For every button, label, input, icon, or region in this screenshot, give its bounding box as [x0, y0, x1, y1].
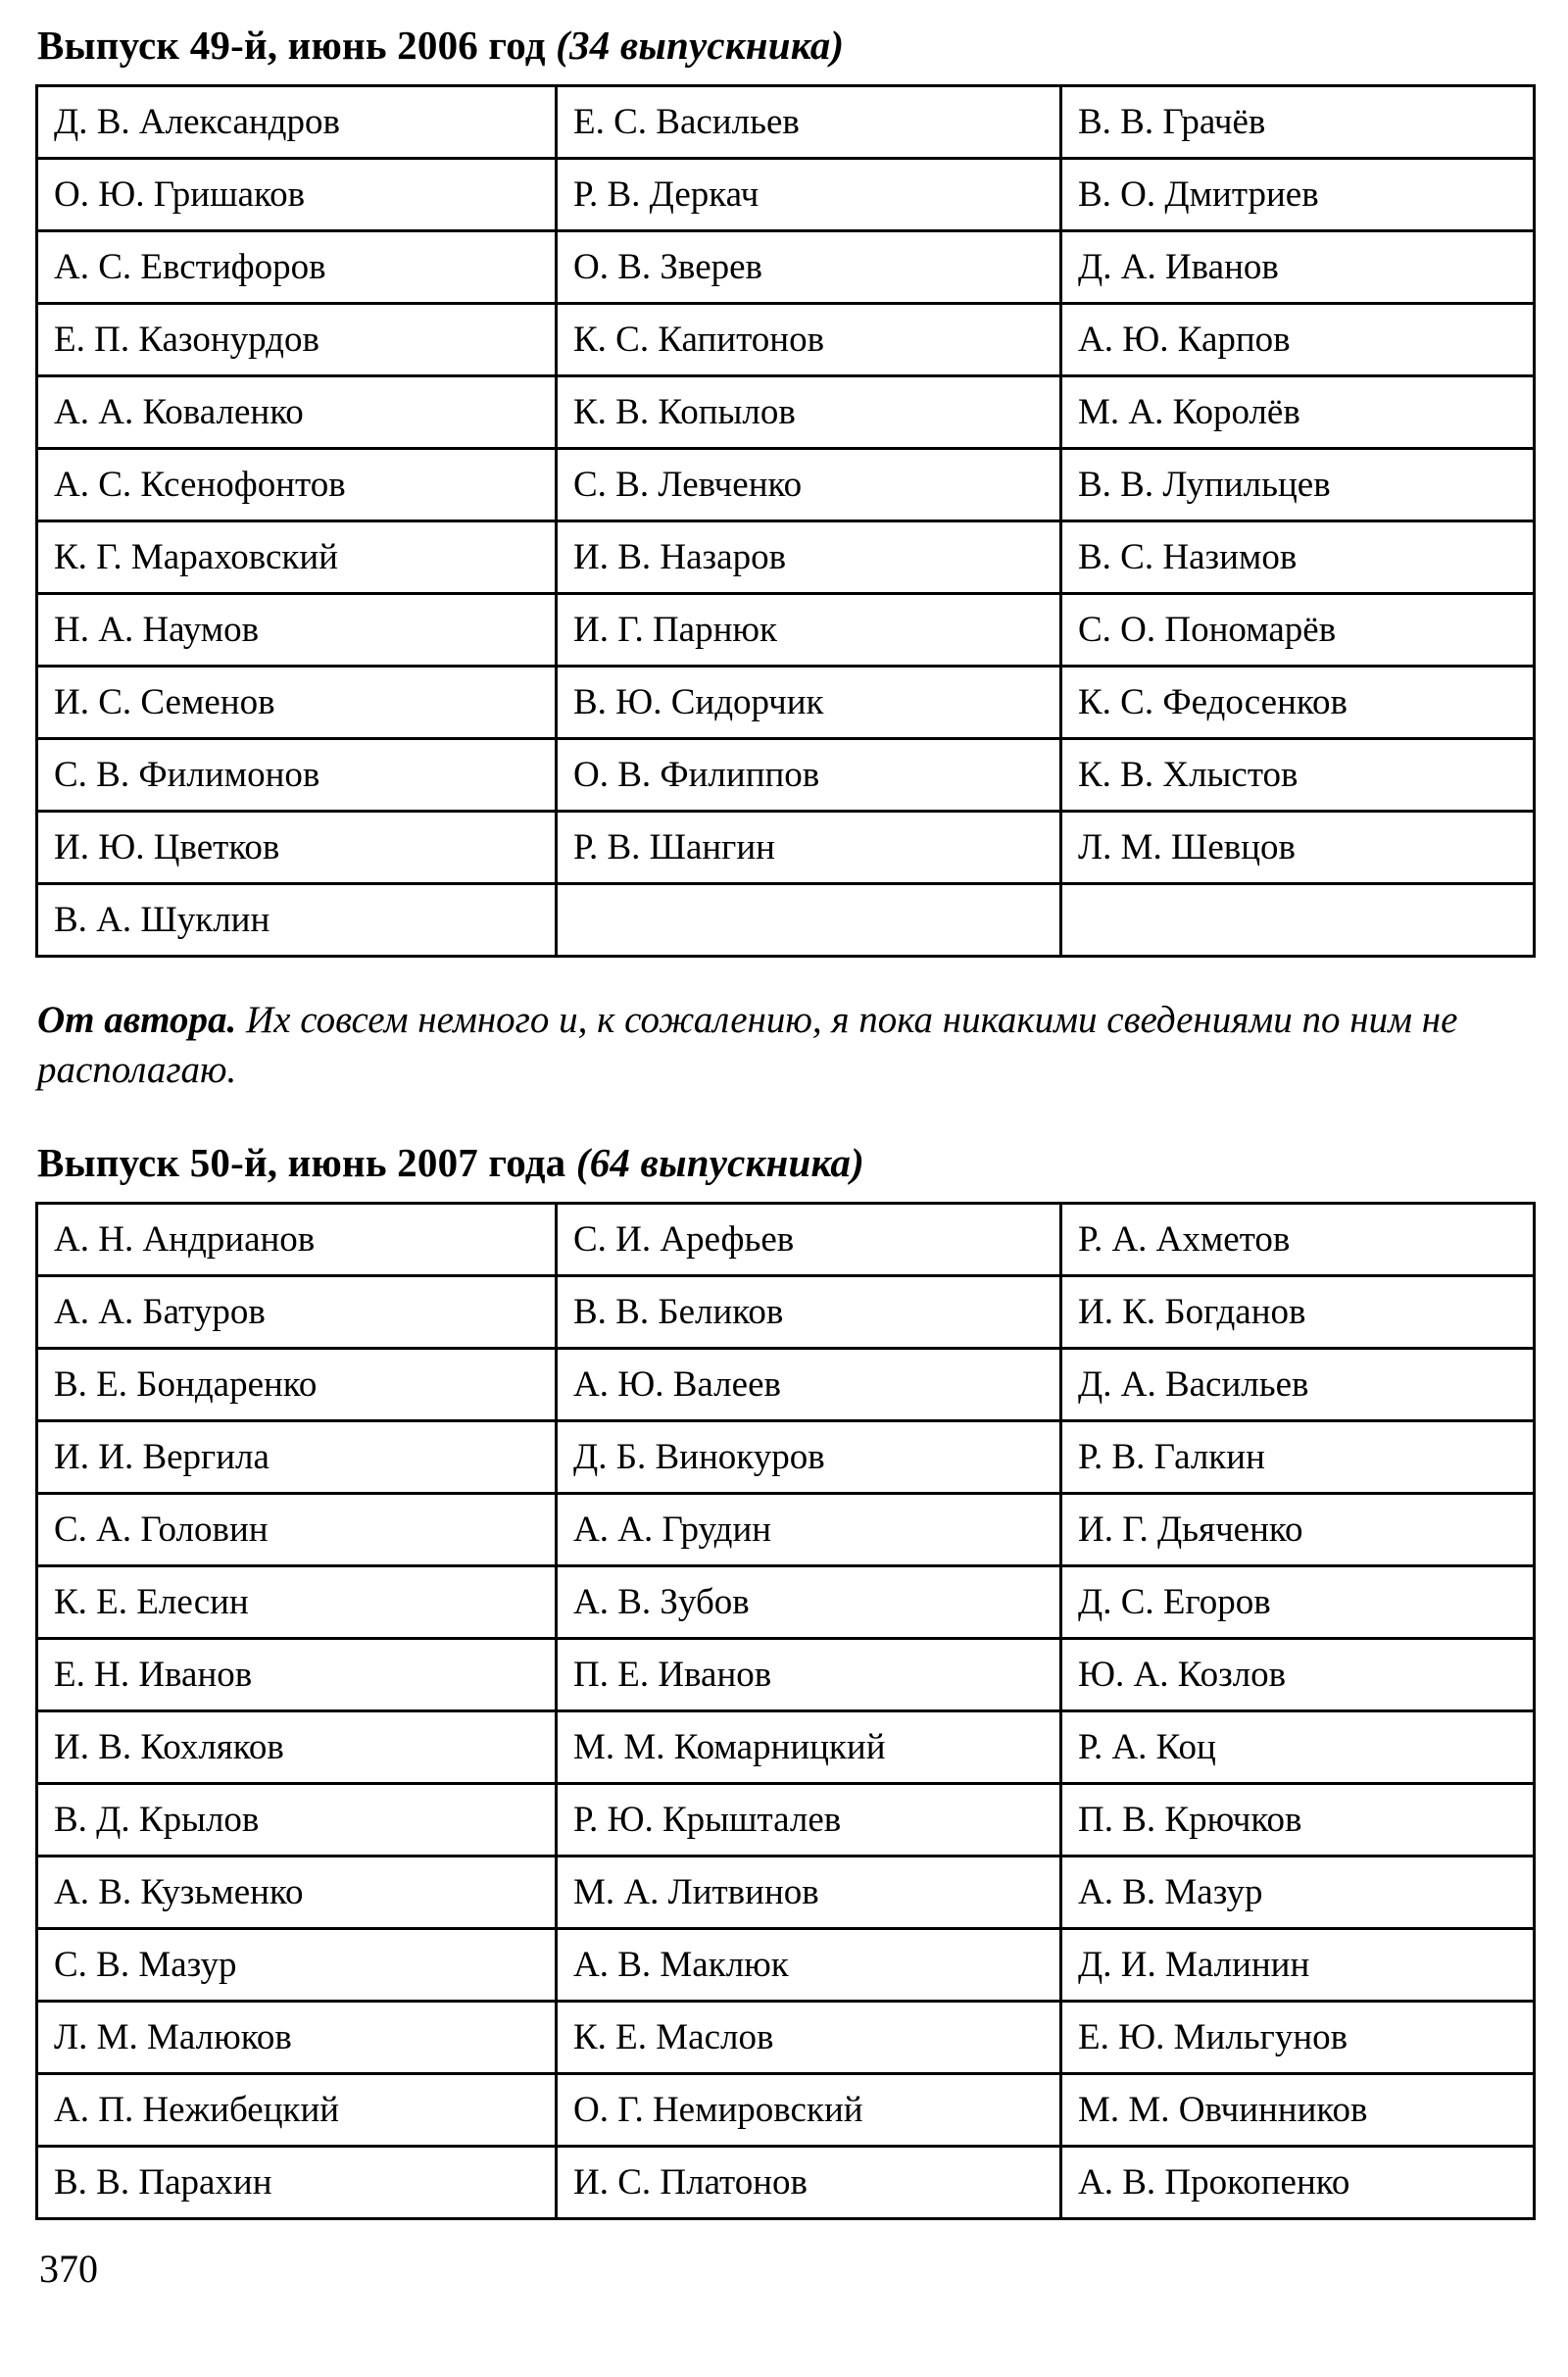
- graduate-name-cell: А. С. Ксенофонтов: [37, 449, 557, 521]
- graduate-name-cell: Р. В. Шангин: [557, 812, 1061, 884]
- graduate-name-cell: Е. С. Васильев: [557, 86, 1061, 159]
- graduates-table-2: [35, 1202, 1536, 2220]
- graduate-name-cell: Р. А. Коц: [1061, 1710, 1535, 1783]
- graduate-name-cell: И. С. Платонов: [557, 2146, 1061, 2218]
- table-row: [37, 812, 1535, 884]
- graduate-name-cell: М. М. Овчинников: [1061, 2073, 1535, 2146]
- graduate-name-cell: С. А. Головин: [37, 1493, 557, 1565]
- graduates-table-2-body: [37, 1203, 1535, 2218]
- graduate-name-cell: А. С. Евстифоров: [37, 231, 557, 304]
- table-row: [37, 1275, 1535, 1348]
- graduate-name-cell: В. С. Назимов: [1061, 521, 1535, 594]
- table-row: [37, 1856, 1535, 1928]
- graduate-name-cell: М. М. Комарницкий: [557, 1710, 1061, 1783]
- table-row: [37, 86, 1535, 159]
- graduate-name-cell: К. В. Копылов: [557, 376, 1061, 449]
- graduate-name-cell: А. А. Коваленко: [37, 376, 557, 449]
- graduate-name-cell: А. В. Зубов: [557, 1565, 1061, 1638]
- graduate-name-cell: В. В. Лупильцев: [1061, 449, 1535, 521]
- graduate-name-cell: В. В. Беликов: [557, 1275, 1061, 1348]
- graduate-name-cell: О. Ю. Гришаков: [37, 159, 557, 231]
- table-row: [37, 376, 1535, 449]
- graduate-name-cell: А. В. Кузьменко: [37, 1856, 557, 1928]
- graduate-name-cell: В. Д. Крылов: [37, 1783, 557, 1856]
- graduate-name-cell: Л. М. Малюков: [37, 2001, 557, 2073]
- table-row: [37, 2073, 1535, 2146]
- table-row: [37, 231, 1535, 304]
- graduate-name-cell: О. В. Зверев: [557, 231, 1061, 304]
- table-row: [37, 159, 1535, 231]
- graduate-name-cell: А. Н. Андрианов: [37, 1203, 557, 1275]
- table-row: [37, 1420, 1535, 1493]
- graduate-name-cell: И. И. Вергила: [37, 1420, 557, 1493]
- table-row: [37, 521, 1535, 594]
- table-row: [37, 1710, 1535, 1783]
- graduate-name-cell: К. С. Капитонов: [557, 304, 1061, 376]
- graduate-name-cell: [557, 884, 1061, 957]
- table-row: [37, 1565, 1535, 1638]
- graduate-name-cell: О. Г. Немировский: [557, 2073, 1061, 2146]
- graduate-name-cell: Д. В. Александров: [37, 86, 557, 159]
- graduate-name-cell: С. В. Филимонов: [37, 739, 557, 812]
- graduate-name-cell: А. В. Мазур: [1061, 1856, 1535, 1928]
- graduate-name-cell: С. И. Арефьев: [557, 1203, 1061, 1275]
- table-row: [37, 2001, 1535, 2073]
- author-note-lead: От автора.: [37, 999, 237, 1041]
- table-row: [37, 884, 1535, 957]
- graduate-name-cell: К. Е. Маслов: [557, 2001, 1061, 2073]
- graduate-name-cell: А. П. Нежибецкий: [37, 2073, 557, 2146]
- graduate-name-cell: Е. П. Казонурдов: [37, 304, 557, 376]
- table-row: [37, 594, 1535, 667]
- graduate-name-cell: А. В. Прокопенко: [1061, 2146, 1535, 2218]
- graduate-name-cell: Р. А. Ахметов: [1061, 1203, 1535, 1275]
- graduate-name-cell: Д. Б. Винокуров: [557, 1420, 1061, 1493]
- graduate-name-cell: И. В. Кохляков: [37, 1710, 557, 1783]
- graduate-name-cell: В. Ю. Сидорчик: [557, 667, 1061, 739]
- graduate-name-cell: В. Е. Бондаренко: [37, 1348, 557, 1420]
- table-row: [37, 667, 1535, 739]
- graduate-name-cell: К. Г. Мараховский: [37, 521, 557, 594]
- graduate-name-cell: А. А. Грудин: [557, 1493, 1061, 1565]
- author-note: [37, 995, 1537, 1096]
- graduate-name-cell: В. О. Дмитриев: [1061, 159, 1535, 231]
- graduate-name-cell: В. А. Шуклин: [37, 884, 557, 957]
- graduate-name-cell: А. Ю. Валеев: [557, 1348, 1061, 1420]
- graduate-name-cell: Д. А. Иванов: [1061, 231, 1535, 304]
- graduate-name-cell: А. В. Маклюк: [557, 1928, 1061, 2001]
- graduate-name-cell: И. Г. Парнюк: [557, 594, 1061, 667]
- graduate-name-cell: Р. Ю. Крышталев: [557, 1783, 1061, 1856]
- table-row: [37, 1348, 1535, 1420]
- graduate-name-cell: И. С. Семенов: [37, 667, 557, 739]
- graduate-name-cell: И. К. Богданов: [1061, 1275, 1535, 1348]
- graduate-name-cell: Л. М. Шевцов: [1061, 812, 1535, 884]
- section1-title-text: Выпуск 49-й, июнь 2006 год: [37, 23, 557, 68]
- table-row: [37, 449, 1535, 521]
- graduate-name-cell: И. Г. Дьяченко: [1061, 1493, 1535, 1565]
- table-row: [37, 739, 1535, 812]
- graduate-name-cell: К. С. Федосенков: [1061, 667, 1535, 739]
- table-row: [37, 304, 1535, 376]
- graduate-name-cell: С. О. Пономарёв: [1061, 594, 1535, 667]
- graduate-name-cell: А. А. Батуров: [37, 1275, 557, 1348]
- graduate-name-cell: П. В. Крючков: [1061, 1783, 1535, 1856]
- section1-graduate-count: (34 выпускника): [556, 23, 845, 68]
- table-row: [37, 1638, 1535, 1710]
- graduate-name-cell: Е. Н. Иванов: [37, 1638, 557, 1710]
- page-number: 370: [39, 2246, 98, 2291]
- graduate-name-cell: П. Е. Иванов: [557, 1638, 1061, 1710]
- graduate-name-cell: В. В. Парахин: [37, 2146, 557, 2218]
- author-note-text: Их совсем немного и, к сожалению, я пока никакими сведениями по ним не располагаю.: [37, 999, 1458, 1092]
- graduate-name-cell: Д. С. Егоров: [1061, 1565, 1535, 1638]
- section2-graduate-count: (64 выпускника): [575, 1139, 864, 1185]
- table-row: [37, 1783, 1535, 1856]
- table-row: [37, 2146, 1535, 2218]
- graduates-table-1-body: [37, 86, 1535, 957]
- graduate-name-cell: Ю. А. Козлов: [1061, 1638, 1535, 1710]
- graduate-name-cell: Н. А. Наумов: [37, 594, 557, 667]
- graduate-name-cell: Д. И. Малинин: [1061, 1928, 1535, 2001]
- graduate-name-cell: А. Ю. Карпов: [1061, 304, 1535, 376]
- graduate-name-cell: М. А. Королёв: [1061, 376, 1535, 449]
- section2-title: [37, 1139, 1533, 1186]
- graduate-name-cell: М. А. Литвинов: [557, 1856, 1061, 1928]
- graduate-name-cell: И. В. Назаров: [557, 521, 1061, 594]
- section2-title-text: Выпуск 50-й, июнь 2007 года: [37, 1139, 576, 1185]
- graduate-name-cell: Е. Ю. Мильгунов: [1061, 2001, 1535, 2073]
- graduate-name-cell: Д. А. Васильев: [1061, 1348, 1535, 1420]
- graduate-name-cell: О. В. Филиппов: [557, 739, 1061, 812]
- table-row: [37, 1203, 1535, 1275]
- graduate-name-cell: С. В. Левченко: [557, 449, 1061, 521]
- graduate-name-cell: С. В. Мазур: [37, 1928, 557, 2001]
- table-row: [37, 1493, 1535, 1565]
- graduates-table-1: [35, 84, 1536, 958]
- graduate-name-cell: [1061, 884, 1535, 957]
- section1-title: [37, 22, 1533, 69]
- table-row: [37, 1928, 1535, 2001]
- graduate-name-cell: К. Е. Елесин: [37, 1565, 557, 1638]
- graduate-name-cell: Р. В. Галкин: [1061, 1420, 1535, 1493]
- graduate-name-cell: И. Ю. Цветков: [37, 812, 557, 884]
- graduate-name-cell: Р. В. Деркач: [557, 159, 1061, 231]
- graduate-name-cell: В. В. Грачёв: [1061, 86, 1535, 159]
- graduate-name-cell: К. В. Хлыстов: [1061, 739, 1535, 812]
